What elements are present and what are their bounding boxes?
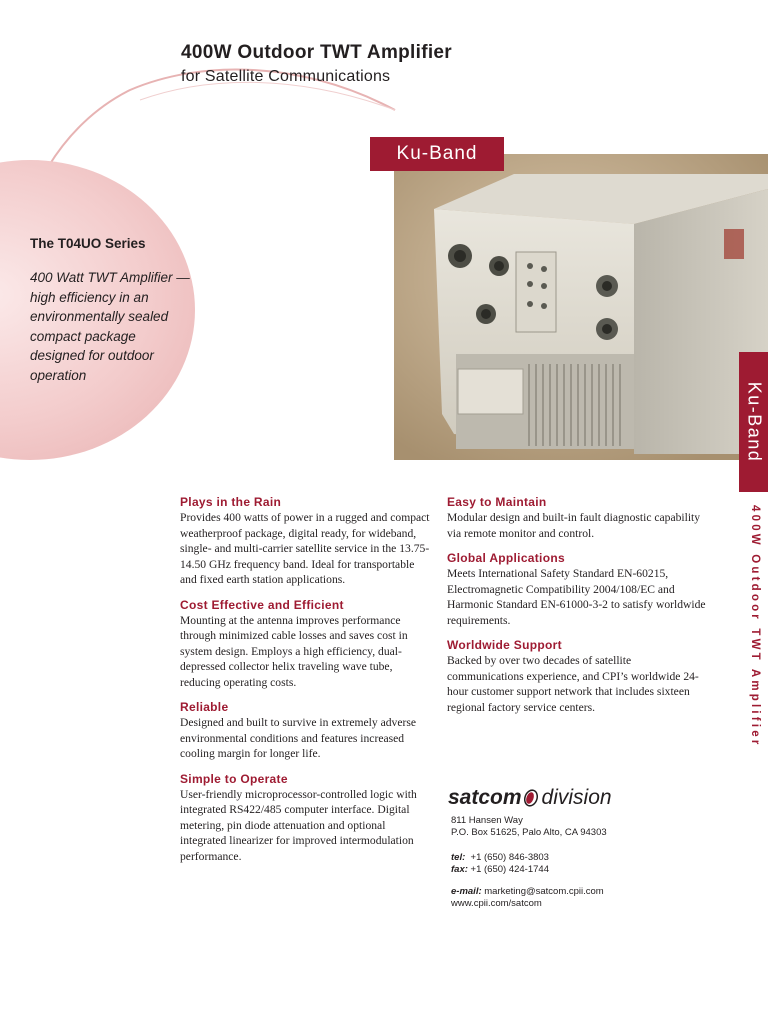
- side-band-tab: [739, 352, 768, 492]
- email-line: [451, 886, 604, 898]
- feature-body: Designed and built to survive in extremely adverse environmental conditions and features increased cooling margin for longer life.: [180, 716, 416, 760]
- feature-section: [180, 772, 430, 865]
- feature-body: Provides 400 watts of power in a rugged and compact weatherproof package, digital ready, for wideband, single- and multi-carrier satellite service in the 13.75-14.50 GHz frequency band. Ideal for transportable and fixed earth station applications.: [180, 511, 430, 586]
- feature-body: Meets International Safety Standard EN-60215, Electromagnetic Compatibility 2004/108/EC and Harmonic Standard EN-61000-3-2 to satisfy worldwide requirements.: [447, 567, 706, 627]
- tel-line: [451, 852, 549, 864]
- satcom-division-logo: [448, 786, 612, 810]
- tel-number: +1 (650) 846-3803: [470, 852, 549, 863]
- feature-heading: Plays in the Rain: [180, 495, 282, 509]
- address-line: 811 Hansen Way: [451, 815, 523, 826]
- fax-number: +1 (650) 424-1744: [470, 864, 549, 875]
- feature-body: User-friendly microprocessor-controlled logic with integrated RS422/485 computer interface. Digital metering, pin diode attenuation and optional integrated linearizer for improved intermodulation performance.: [180, 787, 417, 863]
- feature-body: Mounting at the antenna improves performance through minimized cable losses and saves cost in system design. Employs a high efficiency, dual-depressed collector helix traveling wave tube, reducing operating costs.: [180, 613, 408, 689]
- website-link[interactable]: www.cpii.com/satcom: [451, 898, 542, 909]
- product-photo: [394, 154, 768, 460]
- feature-section: [447, 638, 707, 715]
- feature-heading: Global Applications: [447, 551, 565, 565]
- feature-body: Modular design and built-in fault diagnostic capability via remote monitor and control.: [447, 511, 701, 540]
- email-label: e-mail:: [451, 886, 482, 897]
- side-product-label: 400W Outdoor TWT Amplifier: [749, 505, 761, 748]
- feature-heading: Simple to Operate: [180, 771, 288, 786]
- side-product-name: [742, 505, 764, 775]
- logo-satcom: satcom: [448, 786, 522, 809]
- feature-body: Backed by over two decades of satellite communications experience, and CPI’s worldwide 24-hour customer support network that includes sixteen regional factory service centers.: [447, 654, 699, 714]
- page-subtitle: for Satellite Communications: [181, 68, 391, 85]
- logo-swirl-icon: [522, 787, 540, 809]
- address-line: P.O. Box 51625, Palo Alto, CA 94303: [451, 827, 607, 838]
- feature-heading: Easy to Maintain: [447, 495, 547, 509]
- features-column-1: [180, 495, 430, 874]
- fax-label: fax:: [451, 864, 468, 875]
- side-band-label: Ku-Band: [744, 381, 764, 463]
- series-description: 400 Watt TWT Amplifier — high efficiency in an environmentally sealed compact package designed for outdoor operation: [30, 270, 190, 383]
- address-block: [451, 815, 607, 839]
- fax-line: [451, 864, 549, 876]
- feature-section: [447, 551, 707, 628]
- feature-section: [180, 598, 430, 691]
- feature-section: [447, 495, 707, 541]
- logo-division: division: [541, 786, 612, 809]
- web-block: [451, 886, 604, 910]
- series-title: The T04UO Series: [30, 236, 146, 251]
- feature-heading: Worldwide Support: [447, 638, 562, 652]
- feature-section: [180, 700, 430, 762]
- feature-heading: Reliable: [180, 700, 229, 714]
- page-title: 400W Outdoor TWT Amplifier: [181, 42, 452, 63]
- contact-block: [451, 852, 549, 876]
- band-tab: Ku-Band: [370, 137, 504, 171]
- feature-section: [180, 495, 430, 588]
- tel-label: tel:: [451, 852, 466, 863]
- email-link[interactable]: marketing@satcom.cpii.com: [484, 886, 604, 897]
- features-column-2: [447, 495, 707, 725]
- feature-heading: Cost Effective and Efficient: [180, 597, 344, 612]
